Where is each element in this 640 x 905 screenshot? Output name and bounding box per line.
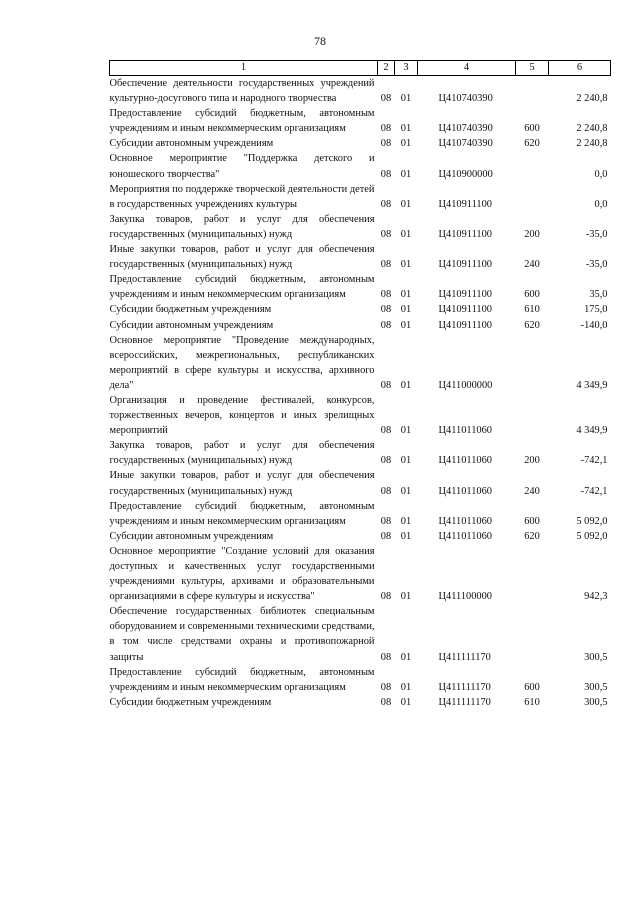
- row-amount: 175,0: [584, 304, 608, 316]
- row-expense-type: [516, 76, 549, 107]
- row-target-code: Ц410911100: [438, 319, 492, 331]
- row-target-code: Ц411000000: [438, 379, 493, 391]
- row-subsection-code: 01: [400, 93, 412, 105]
- row-expense-type: 610: [524, 304, 540, 316]
- row-description: Мероприятия по поддержке творческой деятельности детей в государственных учреждениях культуры: [109, 183, 375, 210]
- row-subsection-code: 01: [400, 319, 412, 331]
- table-row: [110, 665, 611, 695]
- row-expense-type: 200: [524, 455, 540, 467]
- row-subsection-code: 01: [400, 168, 412, 180]
- row-section-code: 08: [380, 591, 392, 603]
- table-row: [110, 604, 611, 664]
- row-section-code: 08: [380, 515, 392, 527]
- row-amount: 300,5: [584, 696, 608, 708]
- row-expense-type: [516, 393, 549, 438]
- row-amount: 35,0: [589, 289, 608, 301]
- budget-table: [109, 60, 611, 710]
- row-description: Основное мероприятие "Поддержка детского и юношеского творчества": [109, 153, 375, 180]
- row-subsection-code: 01: [400, 515, 412, 527]
- row-subsection-code: 01: [400, 425, 412, 437]
- row-target-code: Ц410911100: [438, 289, 492, 301]
- row-description: Закупка товаров, работ и услуг для обеспечения государственных (муниципальных) нужд: [109, 440, 375, 467]
- row-target-code: Ц410740390: [438, 123, 493, 135]
- row-expense-type: [516, 333, 549, 393]
- row-target-code: Ц411111170: [438, 696, 491, 708]
- row-amount: 4 349,9: [576, 379, 608, 391]
- row-expense-type: 200: [524, 228, 540, 240]
- row-description: Предоставление субсидий бюджетным, автономным учреждениям и иным некоммерческим организациям: [109, 274, 375, 301]
- table-row: [110, 151, 611, 181]
- table-row: [110, 318, 611, 333]
- row-expense-type: 600: [524, 515, 540, 527]
- table-row: [110, 106, 611, 136]
- row-description: Субсидии бюджетным учреждениям: [109, 696, 272, 708]
- row-section-code: 08: [380, 123, 392, 135]
- row-description: Субсидии автономным учреждениям: [109, 138, 274, 150]
- row-amount: 5 092,0: [576, 530, 608, 542]
- row-subsection-code: 01: [400, 681, 412, 693]
- row-section-code: 08: [380, 198, 392, 210]
- row-target-code: Ц411011060: [438, 425, 492, 437]
- row-section-code: 08: [380, 168, 392, 180]
- row-target-code: Ц411011060: [438, 530, 492, 542]
- row-description: Организация и проведение фестивалей, конкурсов, торжественных вечеров, концертов и иных зрелищных мероприятий: [109, 394, 375, 437]
- table-row: [110, 468, 611, 498]
- row-description: Обеспечение деятельности государственных учреждений культурно-досугового типа и народного творчества: [109, 78, 375, 105]
- header-col-1: 1: [110, 61, 378, 76]
- row-subsection-code: 01: [400, 259, 412, 271]
- row-amount: 300,5: [584, 651, 608, 663]
- row-subsection-code: 01: [400, 530, 412, 542]
- row-subsection-code: 01: [400, 485, 412, 497]
- row-expense-type: 620: [524, 319, 540, 331]
- row-subsection-code: 01: [400, 591, 412, 603]
- row-subsection-code: 01: [400, 198, 412, 210]
- row-amount: -742,1: [580, 485, 608, 497]
- row-expense-type: 600: [524, 681, 540, 693]
- table-row: [110, 182, 611, 212]
- row-target-code: Ц410740390: [438, 93, 493, 105]
- row-section-code: 08: [380, 259, 392, 271]
- row-description: Основное мероприятие "Проведение международных, всероссийских, межрегиональных, республиканских мероприятий в сфере культуры и искусства, архивного дела": [109, 334, 375, 391]
- row-amount: -35,0: [585, 228, 608, 240]
- header-col-6: 6: [549, 61, 611, 76]
- page-number: 78: [314, 34, 326, 48]
- row-section-code: 08: [380, 681, 392, 693]
- row-expense-type: 600: [524, 289, 540, 301]
- table-row: [110, 544, 611, 604]
- row-expense-type: [516, 544, 549, 604]
- table-header-row: [110, 61, 611, 76]
- row-subsection-code: 01: [400, 455, 412, 467]
- row-target-code: Ц411011060: [438, 515, 492, 527]
- table-row: [110, 302, 611, 317]
- table-row: [110, 272, 611, 302]
- row-expense-type: [516, 151, 549, 181]
- row-section-code: 08: [380, 651, 392, 663]
- row-target-code: Ц411011060: [438, 485, 492, 497]
- row-expense-type: 610: [524, 696, 540, 708]
- row-subsection-code: 01: [400, 138, 412, 150]
- row-description: Иные закупки товаров, работ и услуг для обеспечения государственных (муниципальных) нужд: [109, 470, 375, 497]
- row-amount: 4 349,9: [576, 425, 608, 437]
- header-col-4: 4: [418, 61, 516, 76]
- row-target-code: Ц411111170: [438, 681, 491, 693]
- row-subsection-code: 01: [400, 289, 412, 301]
- table-row: [110, 242, 611, 272]
- row-description: Основное мероприятие "Создание условий для оказания доступных и качественных услуг государственными учреждениями культуры, архивами и образовательными организациями в сфере культуры и искусства": [109, 545, 375, 603]
- header-col-3: 3: [395, 61, 418, 76]
- row-expense-type: [516, 604, 549, 664]
- row-amount: -35,0: [585, 259, 608, 271]
- row-section-code: 08: [380, 319, 392, 331]
- row-subsection-code: 01: [400, 696, 412, 708]
- row-amount: 0,0: [594, 198, 608, 210]
- row-section-code: 08: [380, 138, 392, 150]
- row-section-code: 08: [380, 485, 392, 497]
- row-description: Обеспечение государственных библиотек специальным оборудованием и современными техническими средствами, в том числе средствами охраны и противопожарной защиты: [109, 606, 375, 663]
- row-subsection-code: 01: [400, 304, 412, 316]
- row-description: Предоставление субсидий бюджетным, автономным учреждениям и иным некоммерческим организациям: [109, 666, 375, 693]
- row-section-code: 08: [380, 530, 392, 542]
- row-description: Субсидии автономным учреждениям: [109, 319, 274, 331]
- row-section-code: 08: [380, 304, 392, 316]
- row-subsection-code: 01: [400, 228, 412, 240]
- row-target-code: Ц410740390: [438, 138, 493, 150]
- table-row: [110, 695, 611, 710]
- row-description: Субсидии автономным учреждениям: [109, 530, 274, 542]
- row-target-code: Ц410911100: [438, 198, 492, 210]
- row-section-code: 08: [380, 93, 392, 105]
- row-description: Субсидии бюджетным учреждениям: [109, 304, 272, 316]
- row-section-code: 08: [380, 455, 392, 467]
- row-description: Предоставление субсидий бюджетным, автономным учреждениям и иным некоммерческим организациям: [109, 108, 375, 135]
- row-section-code: 08: [380, 379, 392, 391]
- row-description: Предоставление субсидий бюджетным, автономным учреждениям и иным некоммерческим организациям: [109, 500, 375, 527]
- row-expense-type: 240: [524, 485, 540, 497]
- row-target-code: Ц410911100: [438, 259, 492, 271]
- row-target-code: Ц411011060: [438, 455, 492, 467]
- row-description: Закупка товаров, работ и услуг для обеспечения государственных (муниципальных) нужд: [109, 213, 375, 240]
- row-expense-type: [516, 182, 549, 212]
- table-row: [110, 529, 611, 544]
- table-row: [110, 136, 611, 151]
- header-col-2: 2: [378, 61, 395, 76]
- row-amount: 300,5: [584, 681, 608, 693]
- row-amount: 0,0: [594, 168, 608, 180]
- row-description: Иные закупки товаров, работ и услуг для обеспечения государственных (муниципальных) нужд: [109, 244, 375, 271]
- row-subsection-code: 01: [400, 651, 412, 663]
- row-target-code: Ц410911100: [438, 228, 492, 240]
- row-amount: 942,3: [584, 591, 608, 603]
- row-section-code: 08: [380, 228, 392, 240]
- row-section-code: 08: [380, 425, 392, 437]
- row-expense-type: 620: [524, 530, 540, 542]
- table-row: [110, 333, 611, 393]
- row-target-code: Ц411111170: [438, 651, 491, 663]
- table-row: [110, 393, 611, 438]
- row-target-code: Ц410911100: [438, 304, 492, 316]
- row-target-code: Ц411100000: [438, 591, 492, 603]
- table-row: [110, 499, 611, 529]
- row-expense-type: 240: [524, 259, 540, 271]
- row-section-code: 08: [380, 289, 392, 301]
- table-row: [110, 76, 611, 107]
- header-col-5: 5: [516, 61, 549, 76]
- row-subsection-code: 01: [400, 379, 412, 391]
- row-amount: -742,1: [580, 455, 608, 467]
- table-row: [110, 212, 611, 242]
- row-amount: 5 092,0: [576, 515, 608, 527]
- row-subsection-code: 01: [400, 123, 412, 135]
- row-target-code: Ц410900000: [438, 168, 493, 180]
- row-amount: 2 240,8: [576, 138, 608, 150]
- row-amount: 2 240,8: [576, 123, 608, 135]
- table-row: [110, 438, 611, 468]
- row-amount: -140,0: [580, 319, 608, 331]
- row-expense-type: 600: [524, 123, 540, 135]
- row-amount: 2 240,8: [576, 93, 608, 105]
- row-expense-type: 620: [524, 138, 540, 150]
- row-section-code: 08: [380, 696, 392, 708]
